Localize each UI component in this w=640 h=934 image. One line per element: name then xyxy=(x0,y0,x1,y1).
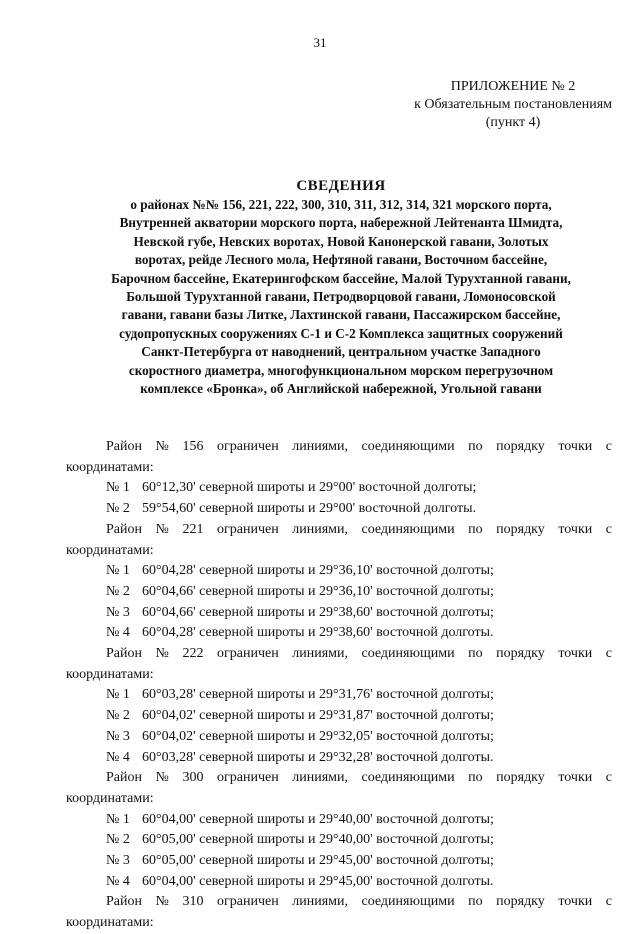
coordinate-point xyxy=(66,851,612,872)
page-number: 31 xyxy=(313,35,327,50)
point-coordinates: 60°04,66' северной широты и 29°38,60' восточной долготы; xyxy=(142,604,494,620)
appendix-title: ПРИЛОЖЕНИЕ № 2 xyxy=(450,79,576,94)
appendix-header xyxy=(414,78,612,132)
district-paragraph: Район № 300 ограничен линиями, соединяющими по порядку точки с координатами: xyxy=(66,770,612,806)
coordinate-point xyxy=(66,872,612,893)
point-number: № 2 xyxy=(106,708,130,724)
point-coordinates: 60°04,28' северной широты и 29°36,10' восточной долготы; xyxy=(142,563,494,579)
coordinate-point xyxy=(66,748,612,769)
district-paragraph: Район № 221 ограничен линиями, соединяющими по порядку точки с координатами: xyxy=(66,521,612,558)
point-number: № 4 xyxy=(106,749,130,765)
heading-line: Невской губе, Невских воротах, Новой Канонерской гавани, Золотых xyxy=(133,233,549,249)
point-coordinates: 60°03,28' северной широты и 29°32,28' восточной долготы. xyxy=(142,749,494,765)
point-coordinates: 60°04,28' северной широты и 29°38,60' восточной долготы. xyxy=(142,625,494,641)
document-body xyxy=(66,437,612,934)
district-paragraph: Район № 156 ограничен линиями, соединяющими по порядку точки с координатами: xyxy=(66,439,612,475)
heading-line: Большой Турухтанной гавани, Петродворцовой гавани, Ломоносовской xyxy=(126,289,556,305)
heading-line: гавани, гавани базы Литке, Лахтинской гавани, Пассажирском бассейне, xyxy=(121,307,561,323)
point-coordinates: 60°03,28' северной широты и 29°31,76' восточной долготы; xyxy=(142,687,494,703)
point-coordinates: 59°54,60' северной широты и 29°00' восточной долготы. xyxy=(142,501,477,517)
coordinate-point xyxy=(66,810,612,831)
point-number: № 2 xyxy=(106,832,130,848)
point-number: № 3 xyxy=(106,853,130,869)
district-paragraph: Район № 222 ограничен линиями, соединяющими по порядку точки с координатами: xyxy=(66,646,612,682)
heading-line: о районах №№ 156, 221, 222, 300, 310, 311, 312, 314, 321 морского порта, xyxy=(130,197,552,212)
point-number: № 1 xyxy=(106,811,130,827)
point-number: № 3 xyxy=(106,604,130,620)
point-coordinates: 60°05,00' северной широты и 29°40,00' восточной долготы; xyxy=(142,832,494,848)
point-number: № 2 xyxy=(106,501,130,517)
coordinate-point xyxy=(66,685,612,706)
appendix-reference: к Обязательным постановлениям xyxy=(414,97,612,112)
heading-title: СВЕДЕНИЯ xyxy=(296,178,386,194)
point-number: № 4 xyxy=(106,625,130,641)
point-number: № 3 xyxy=(106,728,130,744)
appendix-clause: (пункт 4) xyxy=(485,115,541,130)
district-paragraph: Район № 310 ограничен линиями, соединяющими по порядку точки с координатами: xyxy=(66,894,612,931)
heading-line: воротах, рейде Лесного мола, Нефтяной гавани, Восточном бассейне, xyxy=(134,252,548,268)
coordinate-point xyxy=(66,478,612,499)
point-coordinates: 60°04,00' северной широты и 29°40,00' восточной долготы; xyxy=(142,811,494,827)
coordinate-point xyxy=(66,830,612,851)
point-number: № 4 xyxy=(106,873,130,889)
coordinate-point xyxy=(66,623,612,644)
point-number: № 1 xyxy=(106,563,130,579)
heading-line: комплексе «Бронка», об Английской набережной, Угольной гавани xyxy=(140,381,542,397)
point-coordinates: 60°04,02' северной широты и 29°32,05' восточной долготы; xyxy=(142,728,494,744)
heading-line: скоростного диаметра, многофункциональном морском перегрузочном xyxy=(128,362,554,378)
coordinate-point xyxy=(66,561,612,582)
point-number: № 2 xyxy=(106,583,130,599)
coordinate-point xyxy=(66,582,612,603)
point-number: № 1 xyxy=(106,687,130,703)
point-coordinates: 60°04,66' северной широты и 29°36,10' восточной долготы; xyxy=(142,583,494,599)
coordinate-point xyxy=(66,603,612,624)
coordinate-point xyxy=(66,727,612,748)
point-coordinates: 60°05,00' северной широты и 29°45,00' восточной долготы; xyxy=(142,853,494,869)
point-number: № 1 xyxy=(106,480,130,496)
point-coordinates: 60°12,30' северной широты и 29°00' восточной долготы; xyxy=(142,480,477,496)
heading-line: Барочном бассейне, Екатерингофском бассейне, Малой Турухтанной гавани, xyxy=(111,270,571,286)
document-heading xyxy=(58,176,624,398)
point-coordinates: 60°04,02' северной широты и 29°31,87' восточной долготы; xyxy=(142,708,494,724)
heading-line: судопропускных сооружениях С-1 и С-2 Комплекса защитных сооружений xyxy=(119,325,563,341)
coordinate-point xyxy=(66,499,612,520)
heading-line: Санкт-Петербурга от наводнений, центральном участке Западного xyxy=(141,344,541,360)
point-coordinates: 60°04,00' северной широты и 29°45,00' восточной долготы. xyxy=(142,873,494,889)
heading-line: Внутренней акватории морского порта, набережной Лейтенанта Шмидта, xyxy=(119,215,563,231)
coordinate-point xyxy=(66,706,612,727)
